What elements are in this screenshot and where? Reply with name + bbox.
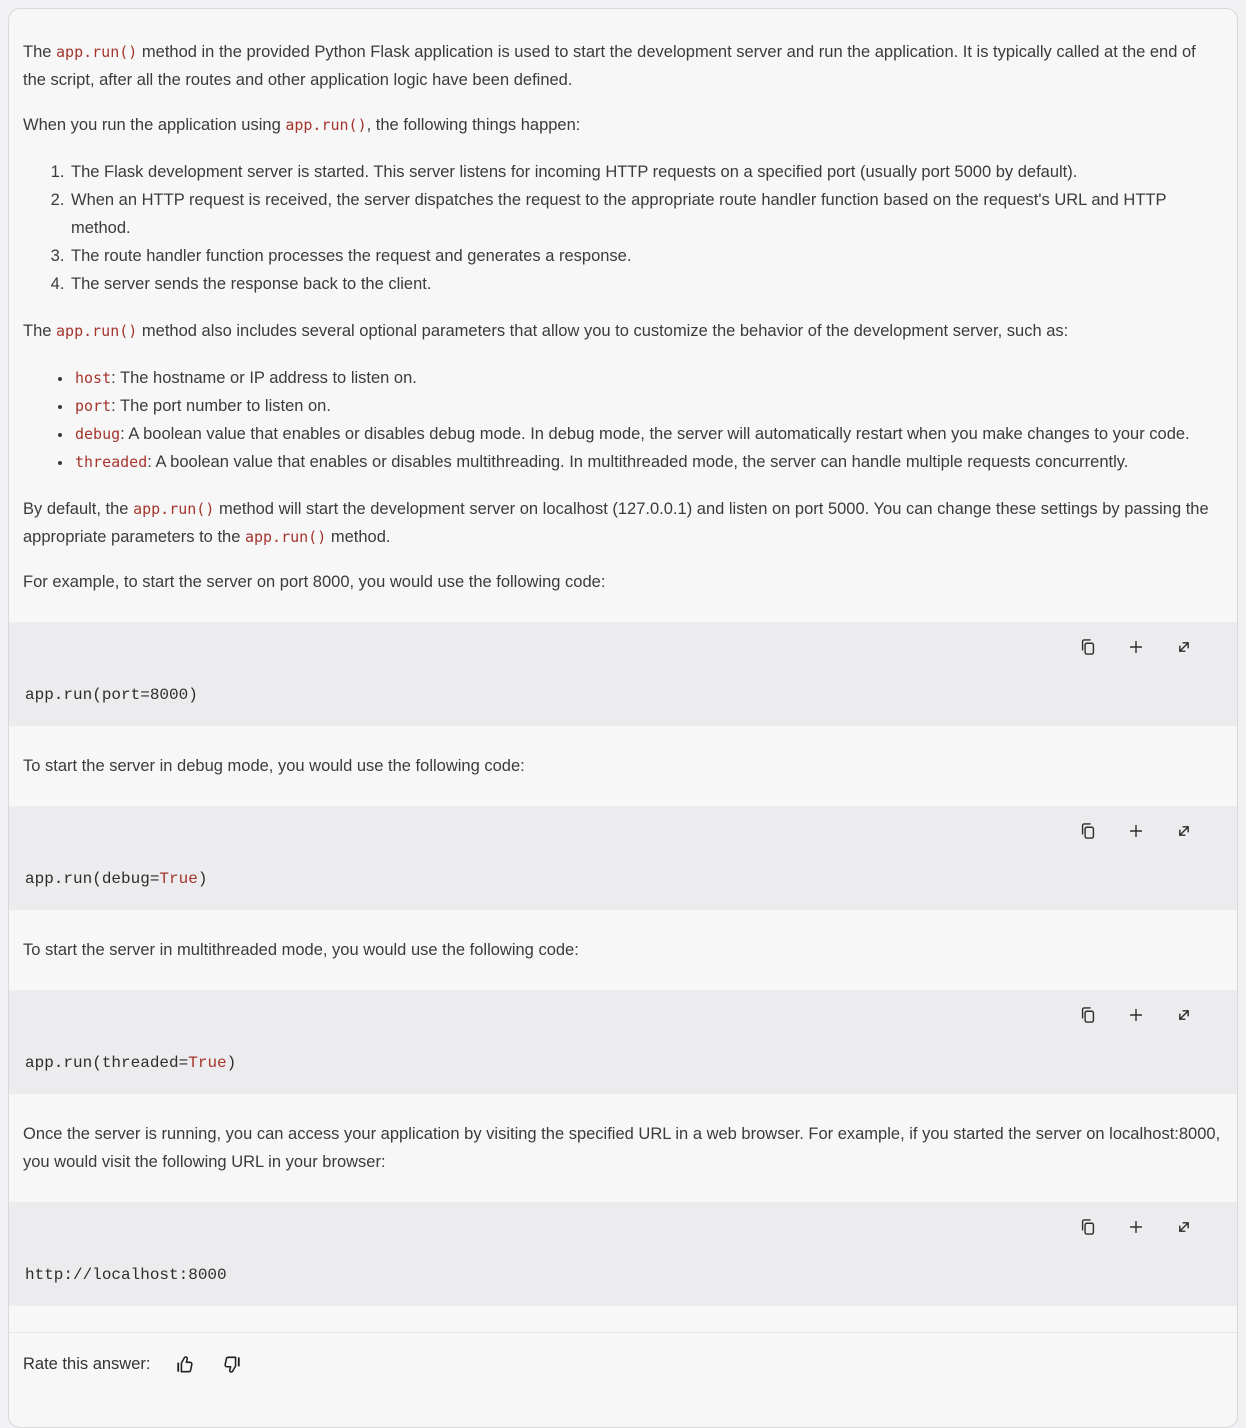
text-segment: : The hostname or IP address to listen on. [111,369,417,387]
expand-code-button[interactable] [1173,636,1195,658]
expand-icon [1174,1217,1194,1237]
ordered-list-steps [23,158,1223,298]
insert-code-button[interactable] [1125,1216,1147,1238]
code-keyword: True [159,870,198,888]
list-item [73,420,1223,448]
text-segment: : A boolean value that enables or disables debug mode. In debug mode, the server will automatically restart when you make changes to your code. [120,425,1190,443]
plus-icon [1126,821,1146,841]
answer-card [8,8,1238,1428]
code-toolbar [9,819,1237,843]
paragraph-debug-intro: To start the server in debug mode, you would use the following code: [23,757,525,775]
expand-icon [1174,637,1194,657]
text-segment: app.run(threaded= [25,1054,189,1072]
copy-icon [1078,1005,1098,1025]
paragraph-defaults [23,495,1223,551]
inline-code: port [75,397,112,415]
paragraph-intro [23,38,1223,94]
inline-code: host [75,369,112,387]
text-segment: : The port number to listen on. [111,397,331,415]
list-item: 3. The route handler function processes the request and generates a response. [69,242,1223,270]
text-segment: The [23,322,57,340]
thumbs-up-button[interactable] [172,1352,196,1376]
text-segment: ) [197,870,208,888]
text-segment: method will start the development server on localhost (127.0.0.1) and listen on port 5000. You can change these settings by passing the appropriate parameters to the [23,500,1209,546]
thumbs-down-icon [221,1353,244,1376]
list-item: 4. The server sends the response back to the client. [69,270,1223,298]
code-toolbar [9,1215,1237,1239]
text-segment: When you run the application using [23,116,286,134]
list-item: 2. When an HTTP request is received, the server dispatches the request to the appropriate route handler function based on the request's URL and HTTP method. [69,186,1223,242]
thumbs-up-icon [173,1353,196,1376]
code-content [9,1051,1237,1074]
code-block [9,806,1237,910]
thumbs-down-button[interactable] [220,1352,244,1376]
code-content [9,683,1237,706]
expand-code-button[interactable] [1173,820,1195,842]
code-content [9,867,1237,890]
inline-code: threaded [75,453,148,471]
insert-code-button[interactable] [1125,820,1147,842]
copy-code-button[interactable] [1077,636,1099,658]
plus-icon [1126,637,1146,657]
code-block [9,622,1237,726]
rate-label: Rate this answer: [23,1355,151,1373]
text-segment: By default, the [23,500,134,518]
text-segment: method. [326,528,391,546]
paragraph-url-intro: Once the server is running, you can access your application by visiting the specified URL in a web browser. For example, if you started the server on localhost:8000, you would visit the following URL in your browser: [23,1125,1221,1171]
code-content [9,1263,1237,1286]
plus-icon [1126,1217,1146,1237]
insert-code-button[interactable] [1125,636,1147,658]
code-block [9,1202,1237,1306]
paragraph-example-port: For example, to start the server on port 8000, you would use the following code: [23,573,606,591]
text-segment: method also includes several optional parameters that allow you to customize the behavior of the development server, such as: [137,322,1069,340]
inline-code: app.run() [244,528,327,546]
inline-code: app.run() [56,322,138,340]
list-item [73,448,1223,476]
code-keyword: True [188,1054,227,1072]
inline-code: app.run() [133,500,215,518]
text-segment: ) [226,1054,237,1072]
inline-code: app.run() [285,116,367,134]
list-item [73,392,1223,420]
paragraph-threaded-intro: To start the server in multithreaded mode, you would use the following code: [23,941,579,959]
insert-code-button[interactable] [1125,1004,1147,1026]
text-segment: app.run(debug= [25,870,160,888]
paragraph-params-intro [23,317,1223,345]
bullet-list-params [23,364,1223,476]
code-block [9,990,1237,1094]
text-segment: http://localhost:8000 [25,1266,227,1284]
text-segment: app.run(port=8000) [25,686,198,704]
expand-icon [1174,1005,1194,1025]
copy-code-button[interactable] [1077,1216,1099,1238]
paragraph-run-intro [23,111,1223,139]
text-segment: method in the provided Python Flask application is used to start the development server and run the application. It is typically called at the end of the script, after all the routes and other application logic have been defined. [23,43,1196,89]
copy-code-button[interactable] [1077,820,1099,842]
inline-code: debug [75,425,121,443]
text-segment: : A boolean value that enables or disables multithreading. In multithreaded mode, the server can handle multiple requests concurrently. [147,453,1129,471]
expand-icon [1174,821,1194,841]
copy-icon [1078,821,1098,841]
answer-content [9,9,1237,1398]
expand-code-button[interactable] [1173,1004,1195,1026]
feedback-row [9,1332,1237,1398]
list-item [73,364,1223,392]
copy-code-button[interactable] [1077,1004,1099,1026]
copy-icon [1078,637,1098,657]
copy-icon [1078,1217,1098,1237]
inline-code: app.run() [56,43,138,61]
code-toolbar [9,1003,1237,1027]
code-toolbar [9,635,1237,659]
list-item: 1. The Flask development server is started. This server listens for incoming HTTP requests on a specified port (usually port 5000 by default). [69,158,1223,186]
text-segment: , the following things happen: [366,116,581,134]
expand-code-button[interactable] [1173,1216,1195,1238]
plus-icon [1126,1005,1146,1025]
text-segment: The [23,43,57,61]
